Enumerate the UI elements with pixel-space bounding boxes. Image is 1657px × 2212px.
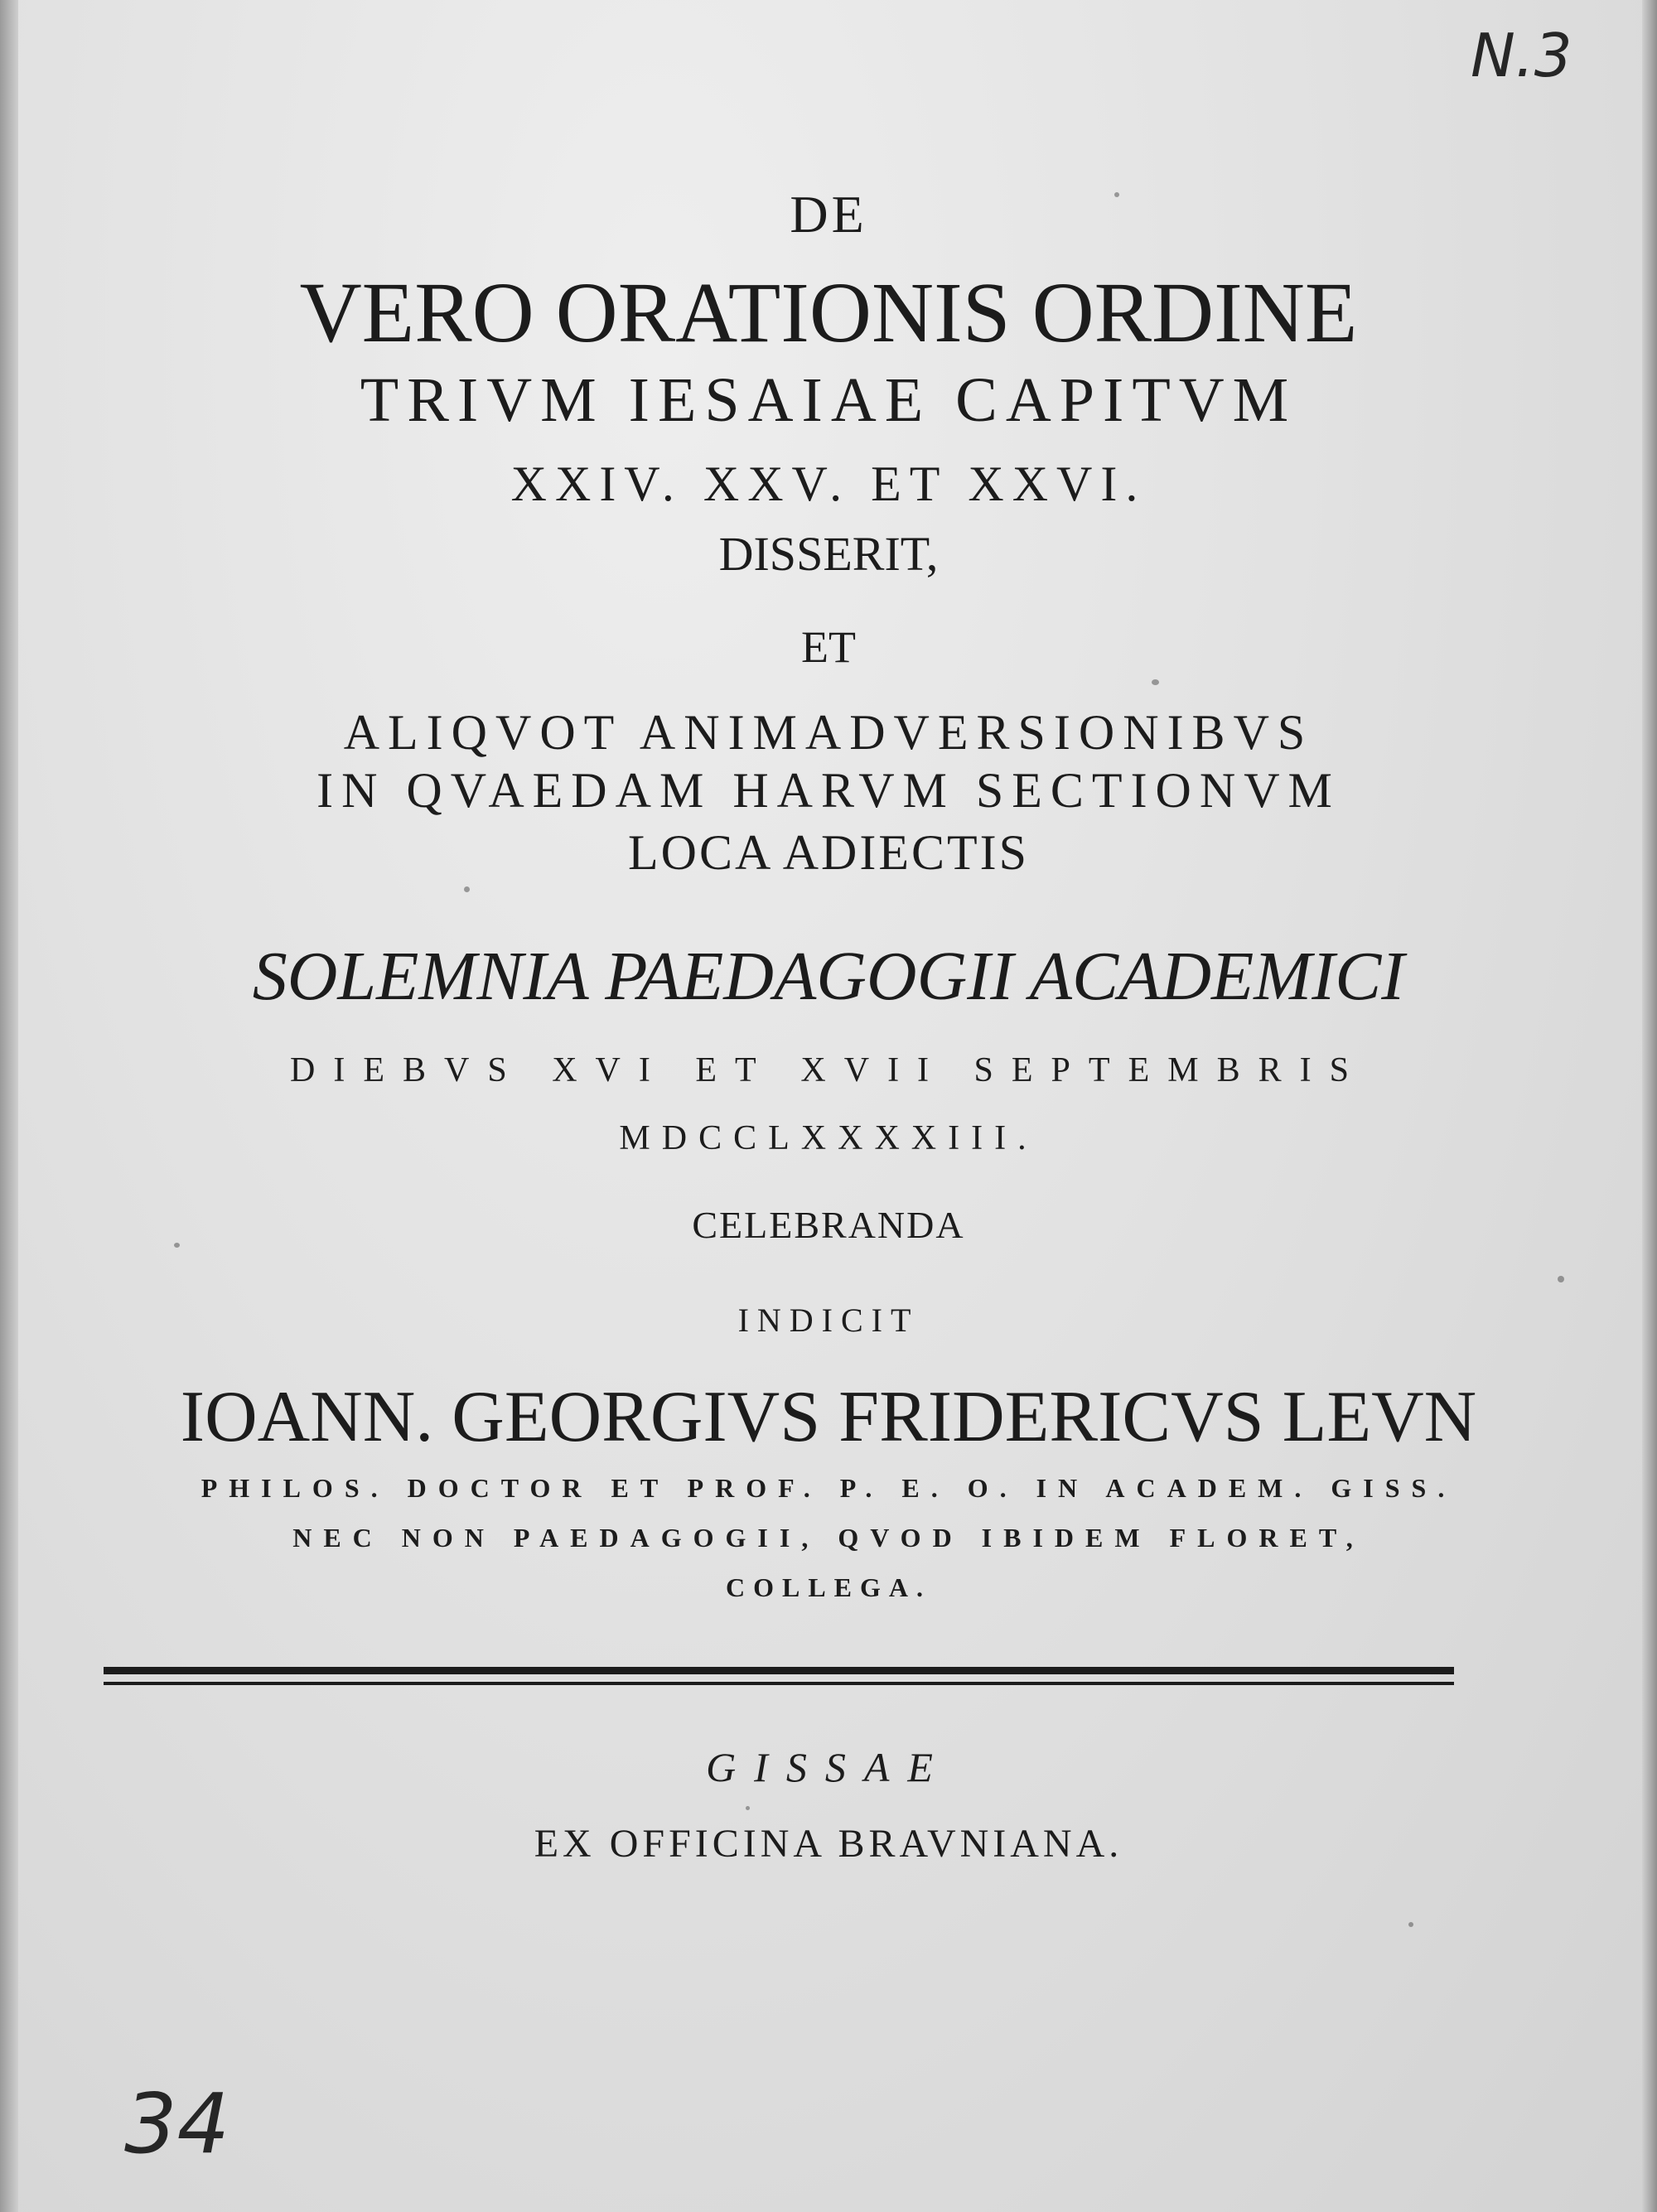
title-line-trium: TRIVM IESAIAE CAPITVM [360, 365, 1297, 435]
title-line-in-quaedam: IN QVAEDAM HARVM SECTIONVM [316, 763, 1341, 818]
title-line-indicit: INDICIT [737, 1302, 920, 1339]
title-line-loca: LOCA ADIECTIS [627, 825, 1030, 880]
imprint-printer: EX OFFICINA BRAVNIANA. [534, 1822, 1123, 1866]
title-line-diebus: DIEBVS XVI ET XVII SEPTEMBRIS [290, 1051, 1367, 1089]
handwritten-page-number: 34 [124, 2075, 230, 2172]
title-line-disserit: DISSERIT, [718, 527, 939, 581]
imprint-place: GISSAE [706, 1744, 951, 1790]
title-line-celebranda: CELEBRANDA [692, 1204, 965, 1246]
handwritten-shelfmark: N.3 [1471, 21, 1572, 90]
title-line-et: ET [801, 622, 856, 672]
paper-speck [746, 1806, 750, 1810]
title-line-chapters: XXIV. XXV. ET XXVI. [510, 456, 1147, 511]
title-line-main: VERO ORATIONIS ORDINE [299, 265, 1358, 360]
title-line-year: MDCCLXXXXIII. [619, 1119, 1038, 1157]
author-title-line-1: PHILOS. DOCTOR ET PROF. P. E. O. IN ACADEM. GISS. [200, 1473, 1457, 1503]
title-line-de: DE [790, 185, 867, 244]
title-line-solemnia: SOLEMNIA PAEDAGOGII ACADEMICI [252, 938, 1405, 1015]
author-title-line-2: NEC NON PAEDAGOGII, QVOD IBIDEM FLORET, [292, 1523, 1365, 1553]
paper-speck [1408, 1922, 1413, 1927]
double-rule-thin [104, 1682, 1454, 1685]
paper-speck [1152, 679, 1159, 685]
paper-speck [464, 886, 470, 892]
double-rule-thick [104, 1667, 1454, 1674]
paper-speck [1558, 1276, 1564, 1282]
author-name: IOANN. GEORGIVS FRIDERICVS LEVN [180, 1377, 1477, 1457]
title-line-aliquot: ALIQVOT ANIMADVERSIONIBVS [343, 705, 1314, 760]
author-title-line-3: COLLEGA. [725, 1572, 932, 1602]
